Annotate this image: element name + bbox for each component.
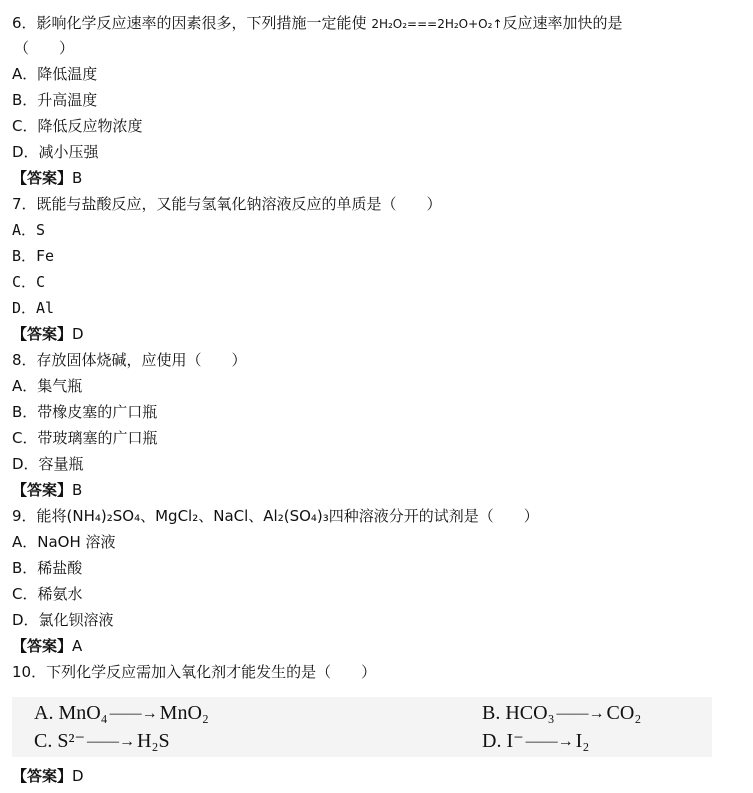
answer-value: D [72, 767, 84, 785]
answer-label: 【答案】 [12, 481, 73, 499]
answer-label: 【答案】 [12, 169, 73, 187]
q10-stem: 10．下列化学反应需加入氧化剂才能发生的是（ ） [12, 663, 377, 681]
q8-stem: 8．存放固体烧碱，应使用（ ） [12, 351, 247, 369]
q6-option-c: C．降低反应物浓度 [12, 117, 143, 135]
answer-label: 【答案】 [12, 637, 73, 655]
q10-option-d [482, 729, 589, 754]
answer-label: 【答案】 [12, 325, 73, 343]
option-product: I₂ [575, 730, 590, 752]
answer-label: 【答案】 [12, 767, 73, 785]
arrow-icon: ——→ [87, 733, 136, 750]
q7-option-d: D．Al [12, 299, 55, 317]
q6-option-b: B．升高温度 [12, 91, 98, 109]
answer-value: B [72, 169, 83, 187]
q8-option-c: C．带玻璃塞的广口瓶 [12, 429, 158, 447]
option-label: D. [482, 730, 507, 752]
option-reactant: MnO₄ [58, 702, 108, 724]
option-reactant: I⁻ [506, 730, 524, 752]
q7-option-c: C．C [12, 273, 46, 291]
option-label: C. [34, 730, 58, 752]
q6-stem [12, 12, 623, 34]
option-product: MnO₂ [159, 702, 209, 724]
q9-option-d: D．氯化钡溶液 [12, 611, 114, 629]
q7-option-b: B．Fe [12, 247, 55, 265]
q8-option-a: A．集气瓶 [12, 377, 83, 395]
arrow-icon: ——→ [109, 705, 158, 722]
q6-option-a: A．降低温度 [12, 65, 98, 83]
q6-option-d: D．减小压强 [12, 143, 99, 161]
q10-option-b [482, 701, 641, 726]
q10-answer [12, 765, 84, 787]
q7-answer [12, 323, 84, 345]
q10-options-image [12, 697, 712, 757]
q8-option-d: D．容量瓶 [12, 455, 84, 473]
answer-value: B [72, 481, 83, 499]
option-label: A. [34, 702, 59, 724]
q6-answer [12, 167, 82, 189]
answer-value: D [72, 325, 84, 343]
q10-option-c [34, 729, 170, 754]
q8-option-b: B．带橡皮塞的广口瓶 [12, 403, 158, 421]
q9-option-a: A．NaOH 溶液 [12, 533, 116, 551]
option-reactant: HCO₃ [505, 702, 555, 724]
q9-answer [12, 635, 82, 657]
arrow-icon: ——→ [525, 733, 574, 750]
arrow-icon: ——→ [556, 705, 605, 722]
answer-value: A [72, 637, 83, 655]
q7-option-a: A．S [12, 221, 46, 239]
q9-option-b: B．稀盐酸 [12, 559, 83, 577]
option-reactant: S²⁻ [57, 730, 86, 752]
q6-equation: 2H₂O₂===2H₂O+O₂↑ [371, 17, 503, 31]
q9-option-c: C．稀氨水 [12, 585, 83, 603]
option-product: CO₂ [606, 702, 642, 724]
q9-stem: 9．能将(NH₄)₂SO₄、MgCl₂、NaCl、Al₂(SO₄)₃四种溶液分开的试剂是（ ） [12, 507, 539, 525]
option-label: B. [482, 702, 506, 724]
q6-stem-prefix: 6．影响化学反应速率的因素很多，下列措施一定能使 [12, 14, 372, 32]
q8-answer [12, 479, 82, 501]
q7-stem: 7．既能与盐酸反应，又能与氢氧化钠溶液反应的单质是（ ） [12, 195, 442, 213]
q10-option-a [34, 701, 209, 726]
q6-stem-suffix: 反应速率加快的是 [502, 14, 623, 32]
q6-blank: （ ） [14, 39, 75, 57]
option-product: H₂S [137, 730, 170, 752]
